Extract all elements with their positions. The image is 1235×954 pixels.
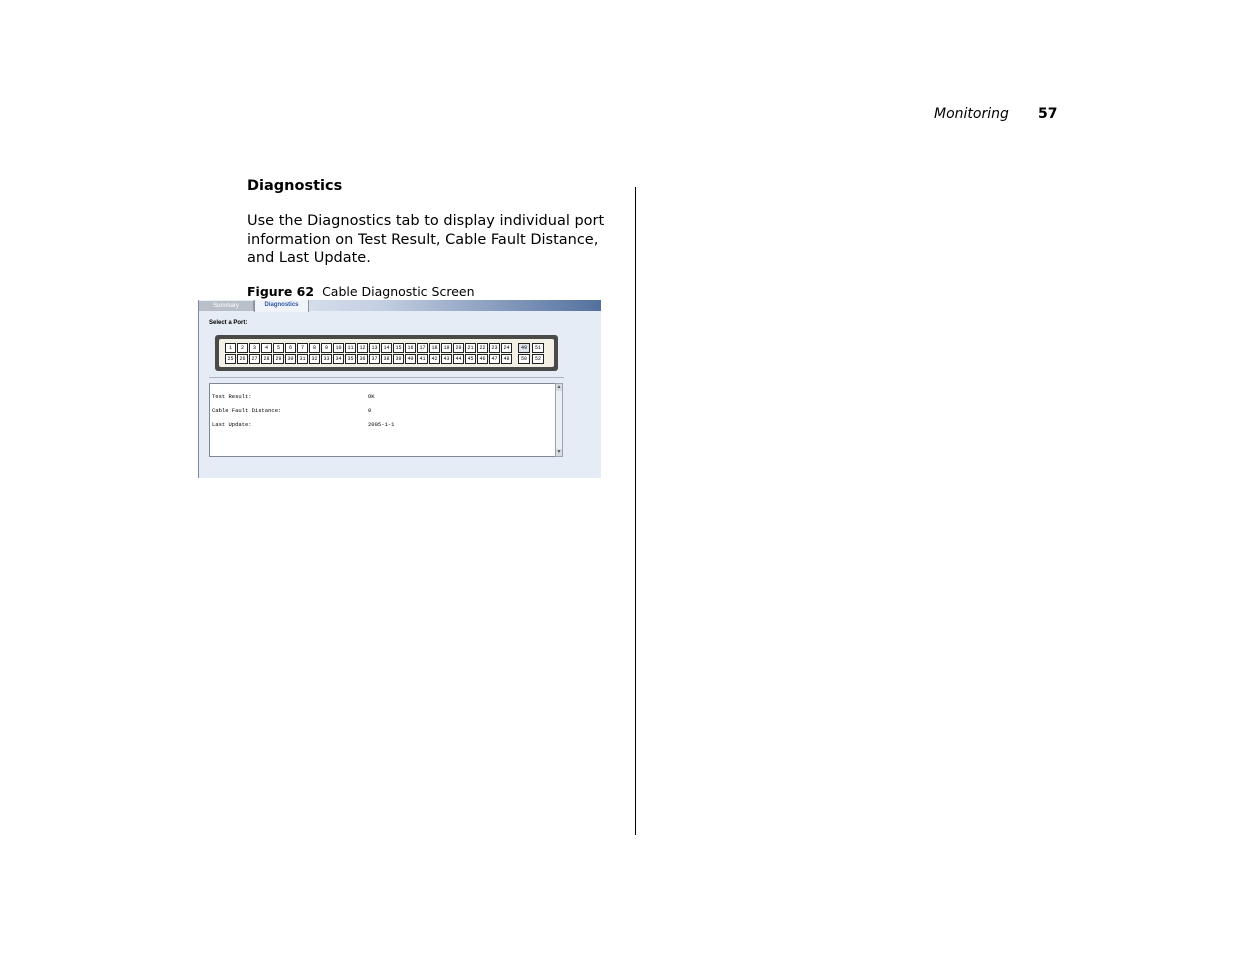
port-button-25[interactable]: 25: [225, 354, 236, 364]
port-button-12[interactable]: 12: [357, 343, 368, 353]
port-button-41[interactable]: 41: [417, 354, 428, 364]
port-panel-face: [219, 339, 554, 367]
port-button-31[interactable]: 31: [297, 354, 308, 364]
port-button-3[interactable]: 3: [249, 343, 260, 353]
port-button-42[interactable]: 42: [429, 354, 440, 364]
port-button-36[interactable]: 36: [357, 354, 368, 364]
port-button-2[interactable]: 2: [237, 343, 248, 353]
port-button-18[interactable]: 18: [429, 343, 440, 353]
figure-caption: [247, 284, 475, 299]
switch-front-panel: [215, 335, 558, 371]
port-button-7[interactable]: 7: [297, 343, 308, 353]
result-value: OK: [368, 393, 375, 400]
select-port-label: Select a Port:: [209, 320, 248, 326]
result-label: Last Update:: [212, 421, 252, 428]
port-button-15[interactable]: 15: [393, 343, 404, 353]
port-button-22[interactable]: 22: [477, 343, 488, 353]
port-button-29[interactable]: 29: [273, 354, 284, 364]
port-button-16[interactable]: 16: [405, 343, 416, 353]
port-button-19[interactable]: 19: [441, 343, 452, 353]
port-button-38[interactable]: 38: [381, 354, 392, 364]
port-button-14[interactable]: 14: [381, 343, 392, 353]
port-button-5[interactable]: 5: [273, 343, 284, 353]
scroll-down-arrow-icon[interactable]: ▼: [556, 449, 562, 455]
port-button-30[interactable]: 30: [285, 354, 296, 364]
result-value: 2005-1-1: [368, 421, 395, 428]
port-button-28[interactable]: 28: [261, 354, 272, 364]
results-scrollbar[interactable]: [555, 383, 563, 457]
port-button-35[interactable]: 35: [345, 354, 356, 364]
figure-caption-text: Cable Diagnostic Screen: [322, 284, 475, 299]
port-button-32[interactable]: 32: [309, 354, 320, 364]
port-button-23[interactable]: 23: [489, 343, 500, 353]
diagnostic-results-box: [209, 383, 556, 457]
section-heading: Diagnostics: [247, 178, 343, 194]
port-button-44[interactable]: 44: [453, 354, 464, 364]
result-label: Cable Fault Distance:: [212, 407, 282, 414]
port-button-33[interactable]: 33: [321, 354, 332, 364]
running-head-section: Monitoring: [934, 106, 1009, 122]
port-button-46[interactable]: 46: [477, 354, 488, 364]
port-button-1[interactable]: 1: [225, 343, 236, 353]
uplink-port-button-49[interactable]: 49: [518, 343, 530, 353]
port-button-47[interactable]: 47: [489, 354, 500, 364]
figure-label: Figure 62: [247, 284, 315, 299]
port-button-4[interactable]: 4: [261, 343, 272, 353]
port-button-24[interactable]: 24: [501, 343, 512, 353]
result-value: 0: [368, 407, 372, 414]
scroll-up-arrow-icon[interactable]: ▲: [556, 384, 562, 390]
port-button-13[interactable]: 13: [369, 343, 380, 353]
tab-bar: [199, 300, 601, 311]
section-body-text: Use the Diagnostics tab to display individual port information on Test Result, Cable Fault Distance, and Last Update.: [247, 213, 605, 266]
uplink-port-grid: [518, 343, 544, 364]
page-number: 57: [1038, 106, 1058, 122]
port-grid: [225, 343, 512, 364]
cable-diagnostic-screen: [198, 300, 601, 478]
port-button-37[interactable]: 37: [369, 354, 380, 364]
port-button-20[interactable]: 20: [453, 343, 464, 353]
uplink-port-button-51[interactable]: 51: [532, 343, 544, 353]
port-button-43[interactable]: 43: [441, 354, 452, 364]
port-button-11[interactable]: 11: [345, 343, 356, 353]
port-button-10[interactable]: 10: [333, 343, 344, 353]
port-button-34[interactable]: 34: [333, 354, 344, 364]
port-button-48[interactable]: 48: [501, 354, 512, 364]
port-button-27[interactable]: 27: [249, 354, 260, 364]
result-label: Test Result:: [212, 393, 252, 400]
port-button-45[interactable]: 45: [465, 354, 476, 364]
column-rule: [635, 187, 636, 835]
port-button-39[interactable]: 39: [393, 354, 404, 364]
port-button-6[interactable]: 6: [285, 343, 296, 353]
section-divider: [209, 377, 564, 378]
port-button-26[interactable]: 26: [237, 354, 248, 364]
port-button-40[interactable]: 40: [405, 354, 416, 364]
uplink-port-button-50[interactable]: 50: [518, 354, 530, 364]
uplink-port-button-52[interactable]: 52: [532, 354, 544, 364]
port-button-8[interactable]: 8: [309, 343, 320, 353]
tab-diagnostics[interactable]: Diagnostics: [254, 300, 309, 312]
port-button-21[interactable]: 21: [465, 343, 476, 353]
tab-summary[interactable]: Summary: [199, 301, 254, 311]
port-button-17[interactable]: 17: [417, 343, 428, 353]
port-button-9[interactable]: 9: [321, 343, 332, 353]
